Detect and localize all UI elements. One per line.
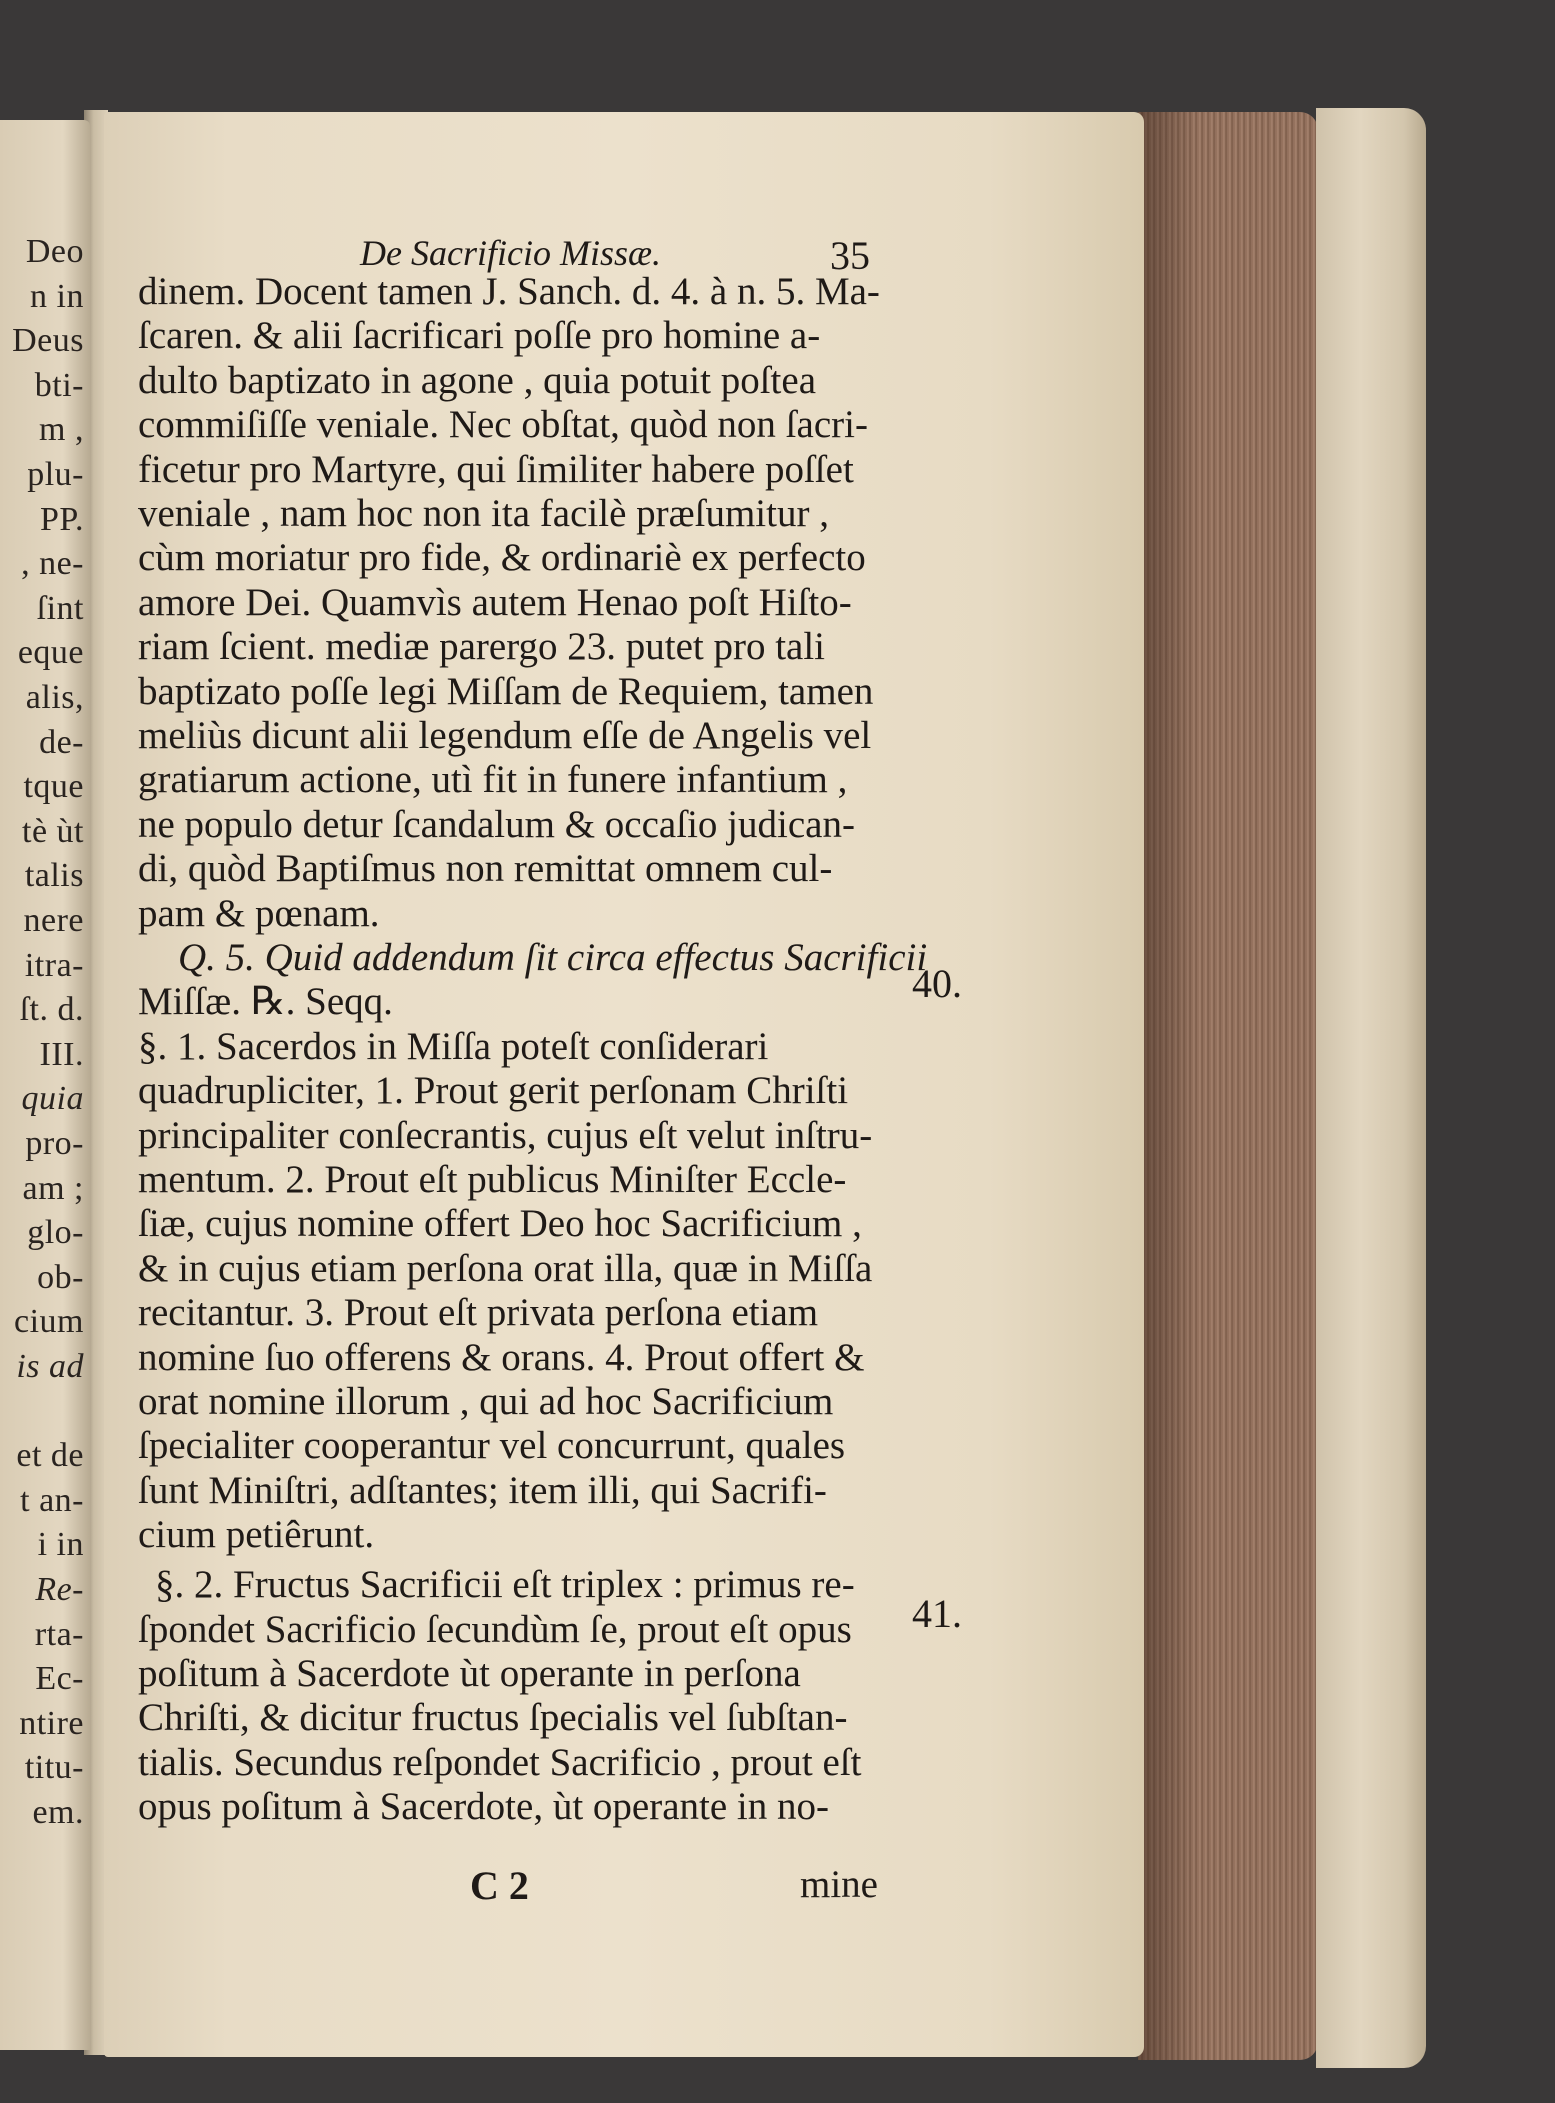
left-margin-line: itra- — [24, 946, 84, 984]
text-line: Q. 5. Quid addendum ſit circa effectus Sacrificii — [178, 936, 928, 979]
catchword: mine — [800, 1863, 878, 1906]
left-margin-line: alis, — [25, 679, 84, 716]
text-line: orat nomine illorum , qui ad hoc Sacrificium — [138, 1380, 834, 1423]
left-margin-line: bti- — [34, 366, 84, 404]
left-margin-line: de- — [39, 723, 84, 761]
text-line: nomine ſuo offerens & orans. 4. Prout offert & — [138, 1335, 865, 1379]
left-margin-line: am ; — [22, 1169, 84, 1207]
text-line: mentum. 2. Prout eſt publicus Miniſter Eccle- — [138, 1158, 847, 1201]
margin-number-40: 40. — [912, 961, 962, 1006]
text-line: ſunt Miniſtri, adſtantes; item illi, qui Sacrifi- — [138, 1468, 827, 1512]
left-margin-line: et de — [16, 1437, 84, 1475]
left-margin-line: is ad — [16, 1348, 84, 1385]
left-margin-line: Re- — [35, 1571, 84, 1608]
left-margin-line: ntire — [19, 1704, 84, 1742]
book-cover-edge — [1316, 108, 1426, 2068]
left-margin-line: glo- — [27, 1214, 84, 1252]
text-line: commiſiſſe veniale. Nec obſtat, quòd non ſacri- — [138, 403, 868, 447]
left-margin-line: tque — [23, 768, 84, 806]
left-margin-line: titu- — [24, 1749, 84, 1787]
left-margin-line: quia — [21, 1080, 84, 1118]
text-line: ſiæ, cujus nomine offert Deo hoc Sacrificium , — [138, 1202, 862, 1246]
text-line: pam & pœnam. — [138, 891, 380, 935]
left-margin-line: em. — [32, 1794, 84, 1831]
left-margin-line: PP. — [39, 500, 84, 538]
text-line: ſcaren. & alii ſacrificari poſſe pro homine a- — [138, 314, 821, 358]
fore-edge-shadow — [1138, 112, 1198, 2060]
left-margin-line: pro- — [25, 1125, 84, 1162]
left-margin-line: n in — [30, 277, 84, 315]
left-margin-line: ſint — [36, 589, 84, 627]
text-line: gratiarum actione, utì fit in funere infantium , — [138, 758, 848, 802]
left-margin-line: ob- — [37, 1258, 84, 1296]
text-line: ne populo detur ſcandalum & occaſio judican- — [138, 802, 855, 846]
left-margin-line: nere — [23, 902, 84, 939]
left-margin-line: eque — [17, 634, 84, 672]
left-margin-line: tè ùt — [22, 812, 84, 850]
left-margin-line: III. — [39, 1035, 84, 1073]
signature-mark: C 2 — [470, 1863, 529, 1908]
text-line: di, quòd Baptiſmus non remittat omnem cul- — [138, 847, 833, 891]
text-line: ſpecialiter cooperantur vel concurrunt, quales — [138, 1424, 846, 1468]
text-line: veniale , nam hoc non ita facilè præſumitur , — [138, 492, 829, 535]
left-margin-line: Ec- — [35, 1660, 84, 1698]
left-margin-line: i in — [37, 1526, 84, 1564]
left-margin-line: ſt. d. — [19, 991, 84, 1029]
text-line: principaliter conſecrantis, cujus eſt velut inſtru- — [138, 1113, 873, 1157]
left-margin-line: talis — [24, 857, 84, 895]
margin-number-41: 41. — [912, 1591, 962, 1636]
left-margin-line: , ne- — [21, 545, 84, 583]
left-margin-line: m , — [39, 411, 84, 449]
text-line: riam ſcient. mediæ parergo 23. putet pro tali — [138, 625, 826, 669]
text-line: opus poſitum à Sacerdote, ùt operante in no- — [138, 1785, 829, 1829]
text-line: §. 2. Fructus Sacrificii eſt triplex : primus re- — [155, 1563, 855, 1607]
text-line: cium petiêrunt. — [138, 1513, 375, 1557]
left-margin-line: Deo — [25, 233, 84, 270]
text-line: dulto baptizato in agone , quia potuit poſtea — [138, 358, 817, 402]
left-margin-line: plu- — [27, 456, 84, 493]
text-line: Miſſæ. ℞. Seqq. — [138, 980, 393, 1024]
text-line: recitantur. 3. Prout eſt privata perſona etiam — [138, 1291, 819, 1335]
text-line: amore Dei. Quamvìs autem Henao poſt Hiſto- — [138, 580, 852, 624]
left-margin-line: Deus — [12, 322, 84, 360]
text-line: quadrupliciter, 1. Prout gerit perſonam Chriſti — [138, 1069, 849, 1113]
text-line: Chriſti, & dicitur fructus ſpecialis vel ſubſtan- — [138, 1696, 848, 1740]
page-number: 35 — [830, 233, 870, 278]
left-margin-line: cium — [14, 1303, 84, 1341]
text-line: §. 1. Sacerdos in Miſſa poteſt conſiderari — [138, 1024, 769, 1068]
text-line: ficetur pro Martyre, qui ſimiliter habere poſſet — [138, 447, 854, 491]
text-line: poſitum à Sacerdote ùt operante in perſona — [138, 1652, 801, 1695]
text-line: meliùs dicunt alii legendum eſſe de Angelis vel — [138, 714, 872, 757]
text-line: & in cujus etiam perſona orat illa, quæ in Miſſa — [138, 1246, 873, 1290]
left-margin-line: rta- — [34, 1615, 84, 1653]
text-line: ſpondet Sacrificio ſecundùm ſe, prout eſt opus — [138, 1607, 852, 1651]
text-line: cùm moriatur pro fide, & ordinariè ex perfecto — [138, 536, 866, 580]
text-line: baptizato poſſe legi Miſſam de Requiem, tamen — [138, 669, 874, 713]
running-title: De Sacrificio Missæ. — [360, 233, 661, 273]
text-line: dinem. Docent tamen J. Sanch. d. 4. à n. 5. Ma- — [138, 270, 880, 313]
text-line: tialis. Secundus reſpondet Sacrificio , prout eſt — [138, 1740, 862, 1784]
left-margin-line: t an- — [20, 1481, 84, 1519]
